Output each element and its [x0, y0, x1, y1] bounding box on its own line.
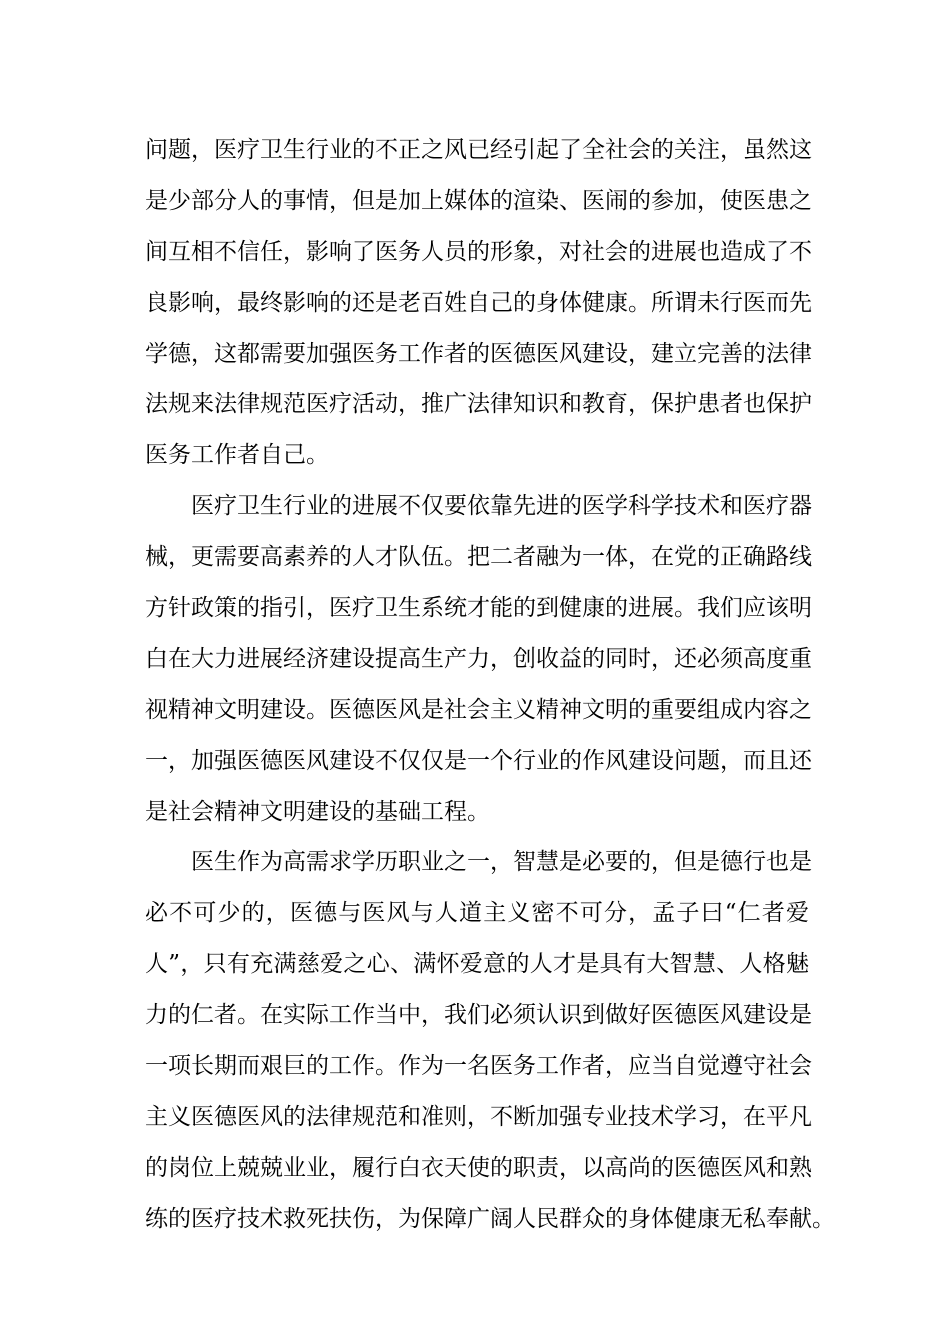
text-line: 是少部分人的事情，但是加上媒体的渲染、医闹的参加，使医患之: [145, 187, 812, 214]
text-line: 必不可少的，医德与医风与人道主义密不可分，孟子曰“仁者爱: [145, 900, 809, 927]
text-line: 力的仁者。在实际工作当中，我们必须认识到做好医德医风建设是: [145, 1002, 812, 1029]
text-line: 械，更需要高素养的人才队伍。把二者融为一体，在党的正确路线: [145, 544, 812, 571]
paragraph: [145, 837, 835, 1244]
text-line: 主义医德医风的法律规范和准则，不断加强专业技术学习，在平凡: [145, 1103, 812, 1130]
text-line: 白在大力进展经济建设提高生产力，创收益的同时，还必须高度重: [145, 645, 812, 672]
body-text: [145, 125, 835, 1245]
text-line: 练的医疗技术救死扶伤，为保障广阔人民群众的身体健康无私奉献。: [145, 1205, 835, 1232]
paragraph: [145, 481, 812, 837]
text-line: 问题，医疗卫生行业的不正之风已经引起了全社会的关注，虽然这: [145, 137, 812, 163]
text-line: 视精神文明建设。医德医风是社会主义精神文明的重要组成内容之: [145, 696, 812, 723]
text-line: 医务工作者自己。: [145, 442, 329, 469]
paragraph: [145, 125, 812, 481]
text-line: 一项长期而艰巨的工作。作为一名医务工作者，应当自觉遵守社会: [145, 1053, 812, 1080]
text-line: 良影响，最终影响的还是老百姓自己的身体健康。所谓未行医而先: [145, 289, 812, 316]
text-line: 方针政策的指引，医疗卫生系统才能的到健康的进展。我们应该明: [145, 595, 812, 622]
text-line: 间互相不信任，影响了医务人员的形象，对社会的进展也造成了不: [145, 238, 812, 265]
text-line: 医疗卫生行业的进展不仅要依靠先进的医学科学技术和医疗器: [191, 493, 812, 520]
text-line: 一，加强医德医风建设不仅仅是一个行业的作风建设问题，而且还: [145, 747, 812, 774]
text-line: 是社会精神文明建设的基础工程。: [145, 798, 490, 825]
text-line: 法规来法律规范医疗活动，推广法律知识和教育，保护患者也保护: [145, 391, 812, 418]
text-line: 人”，只有充满慈爱之心、满怀爱意的人才是具有大智慧、人格魅: [145, 951, 809, 978]
text-line: 学德，这都需要加强医务工作者的医德医风建设，建立完善的法律: [145, 340, 812, 367]
text-line: 医生作为高需求学历职业之一，智慧是必要的，但是德行也是: [191, 849, 812, 876]
text-line: 的岗位上兢兢业业，履行白衣天使的职责，以高尚的医德医风和熟: [145, 1154, 812, 1181]
